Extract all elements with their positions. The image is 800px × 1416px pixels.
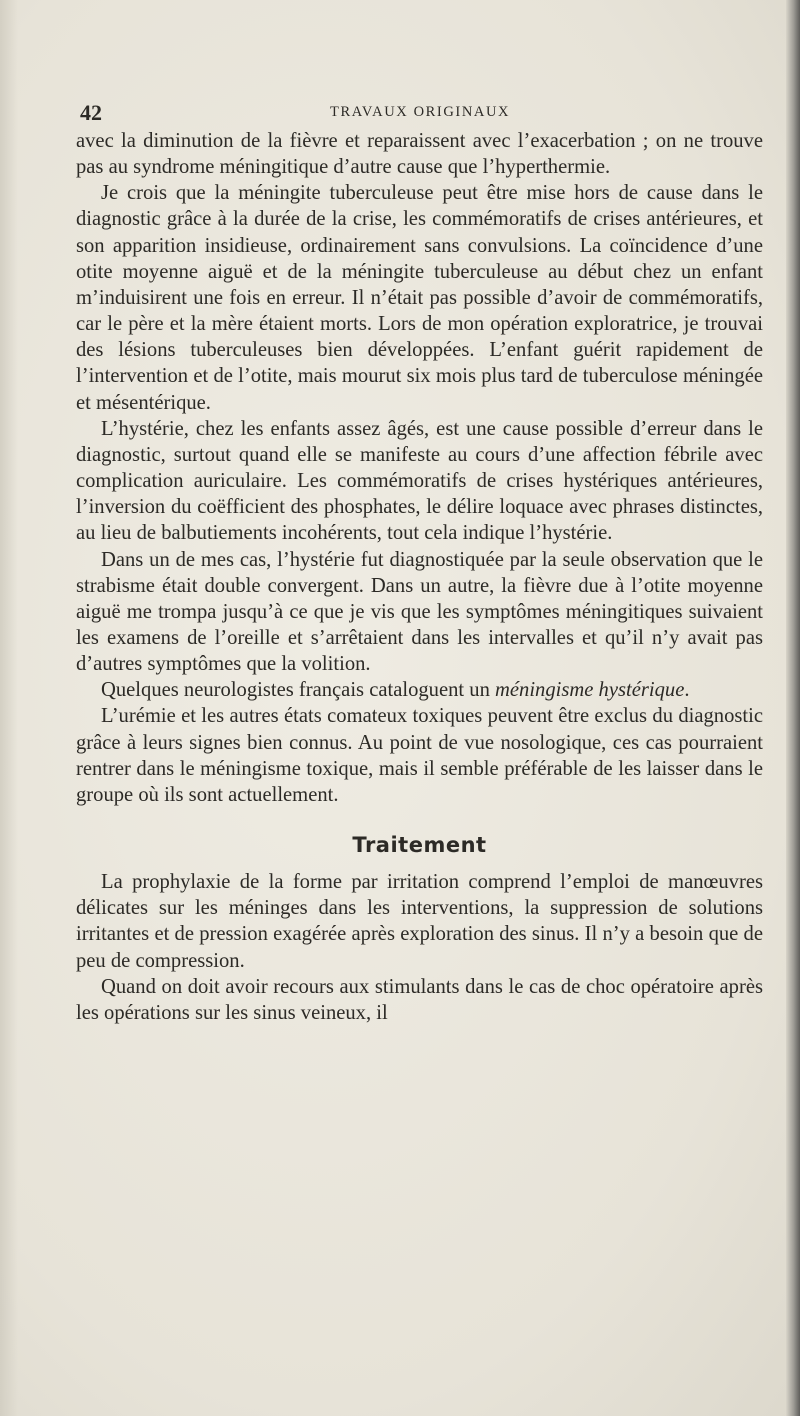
page-left-margin-shadow: [0, 0, 18, 1416]
section-heading: Traitement: [352, 833, 487, 858]
paragraph: Dans un de mes cas, l’hystérie fut diagnostiquée par la seule observation que le strabisme était double convergent. Dans un autre, la fièvre due à l’otite moyenne aiguë me trompa jusqu’à ce que je vis que les symptômes méningitiques suivaient les examens de l’oreille et s’arrêtaient dans les intervalles et qu’il n’y avait pas d’autres symptômes que la volition.: [76, 548, 763, 676]
paragraph: Quand on doit avoir recours aux stimulants dans le cas de choc opératoire après les opérations sur les sinus veineux, il: [76, 975, 763, 1024]
italic-term: méningisme hystérique: [495, 679, 685, 702]
paragraph: L’urémie et les autres états comateux toxiques peuvent être exclus du diagnostic grâce à leurs signes bien connus. Au point de vue nosologique, ces cas pourraient rentrer dans le méningisme toxique, mais il semble préférable de les laisser dans le groupe où ils sont actuellement.: [76, 705, 763, 806]
paragraph: avec la diminution de la fièvre et reparaissent avec l’exacerbation ; on ne trouve pas au syndrome méningitique d’autre cause que l’hyperthermie.: [76, 130, 763, 179]
page-number: 42: [80, 100, 102, 125]
main-text: [76, 128, 763, 1026]
running-header: [80, 100, 760, 128]
paragraph-text: Quelques neurologistes français cataloguent un: [101, 679, 496, 702]
paragraph: [76, 677, 763, 703]
page-right-edge-shadow: [786, 0, 800, 1416]
paragraph: Je crois que la méningite tuberculeuse peut être mise hors de cause dans le diagnostic grâce à la durée de la crise, les commémoratifs de crises antérieures, et son apparition insidieuse, ordinairement sans convulsions. La coïncidence d’une otite moyenne aiguë et de la méningite tuberculeuse au début chez un enfant m’induisirent une fois en erreur. Il n’était pas possible d’avoir de commémoratifs, car le père et la mère étaient morts. Lors de mon opération exploratrice, je trouvai des lésions tuberculeuses bien développées. L’enfant guérit rapidement de l’intervention et de l’otite, mais mourut six mois plus tard de tuberculose méningée et mésentérique.: [76, 182, 763, 414]
paragraph: L’hystérie, chez les enfants assez âgés, est une cause possible d’erreur dans le diagnostic, surtout quand elle se manifeste au cours d’une affection fébrile avec complication auriculaire. Les commémoratifs de crises hystériques antérieures, l’inversion du coëfficient des phosphates, le délire loquace avec phrases distinctes, au lieu de balbutiements incohérents, tout cela indique l’hystérie.: [76, 417, 763, 545]
paragraph: La prophylaxie de la forme par irritation comprend l’emploi de manœuvres délicates sur les méninges dans les interventions, la suppression de solutions irritantes et de pression exagérée après exploration des sinus. Il n’y a besoin que de peu de compression.: [76, 871, 763, 972]
paragraph-tail: .: [684, 679, 690, 702]
running-title: TRAVAUX ORIGINAUX: [330, 104, 511, 120]
